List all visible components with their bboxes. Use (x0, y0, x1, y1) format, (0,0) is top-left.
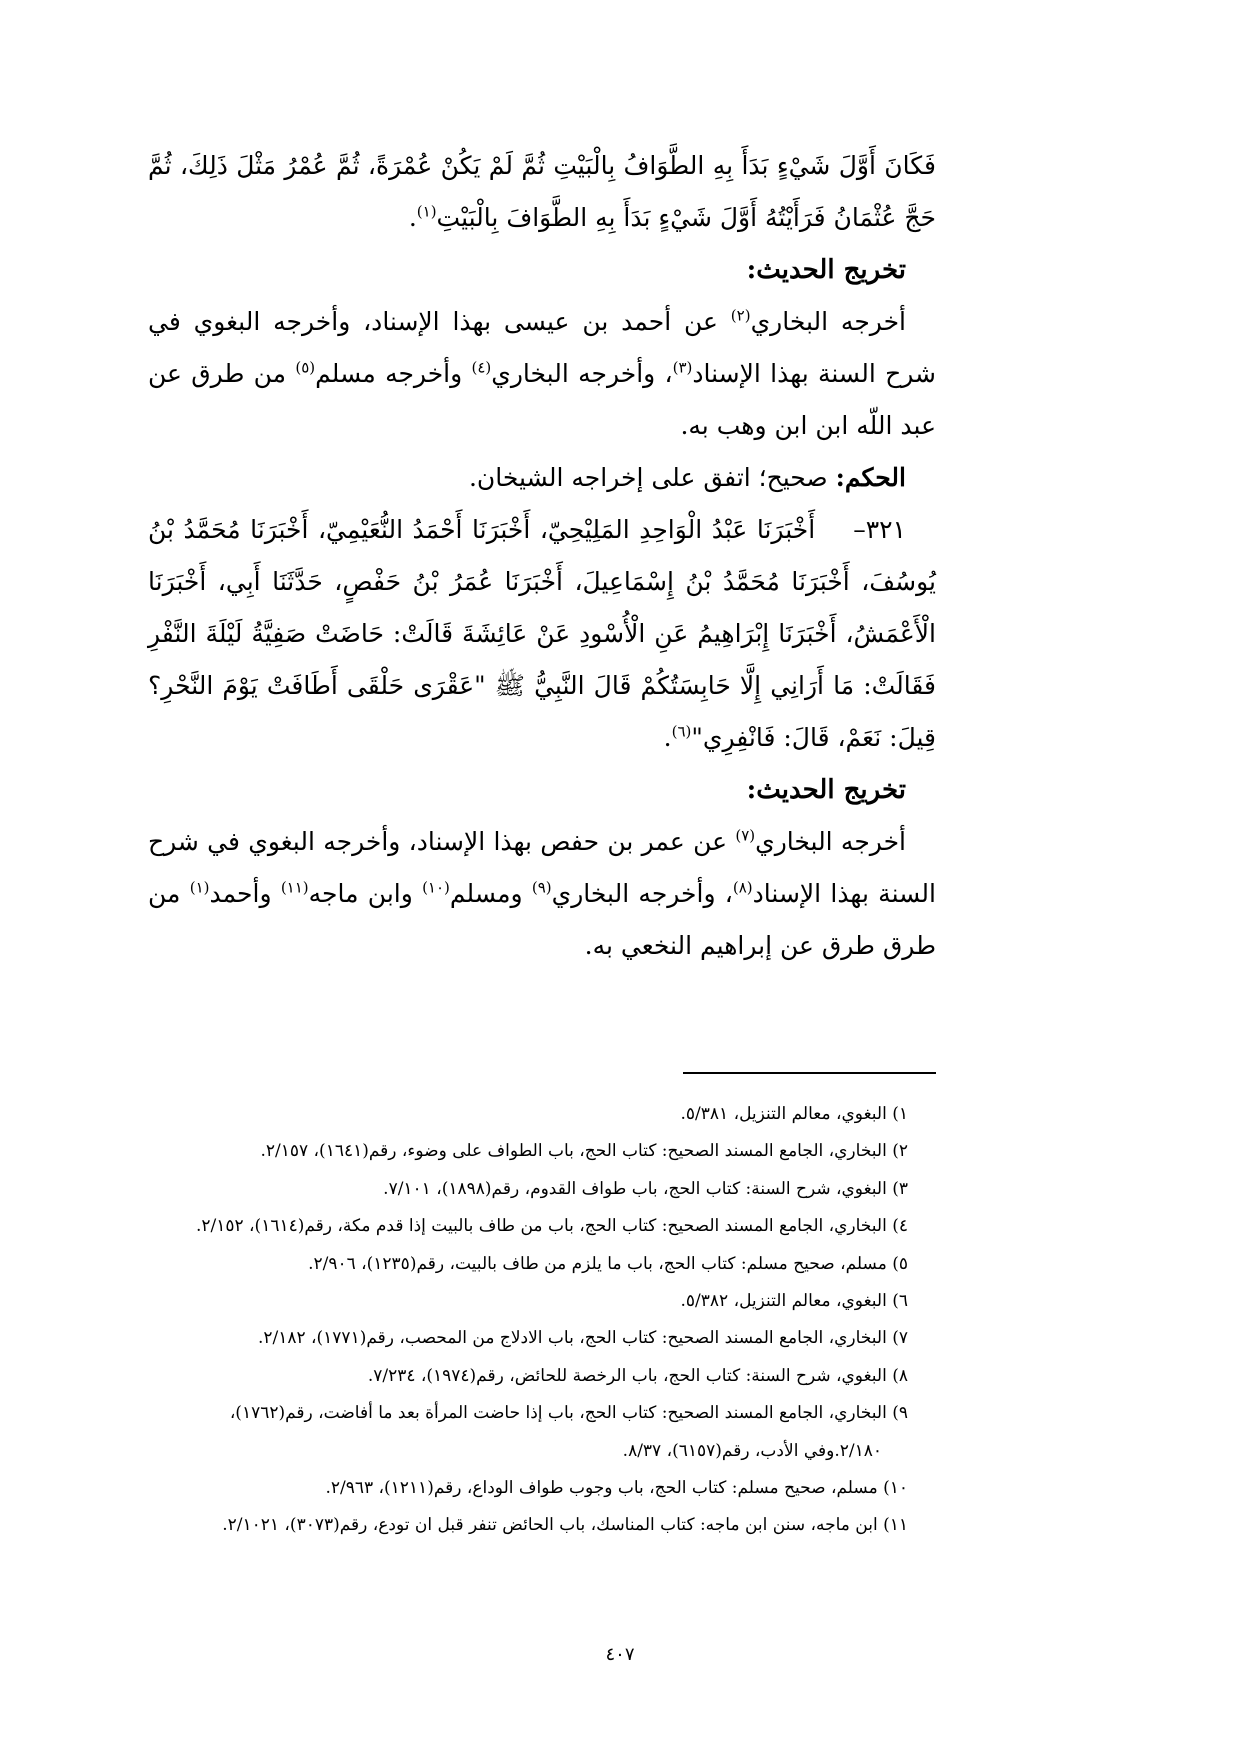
footnote-ref-8[interactable]: (٨) (732, 878, 753, 897)
takhrij-paragraph-2: أخرجه البخاري$^{(٧)}$ عن عمر بن حفص بهذا الإسناد، وأخرجه البغوي في شرح السنة بهذا الإسناد$^{(٨)}$، وأخرجه البخاري$^{(٩)}$ ومسلم$^{(١٠)}$ وابن ماجه$^{(١١)}$ وأحمد$^{(١)}$ من طرق طرق عن إبراهيم النخعي به. (148, 826, 936, 960)
main-text (148, 140, 936, 972)
page-number: ٤٠٧ (605, 1644, 635, 1665)
footnote-1: ١) البغوي، معالم التنزيل، ٥/٣٨١. (680, 1104, 908, 1124)
hadith-321-text: أَخْبَرَنَا عَبْدُ الْوَاحِدِ المَلِيْحِيّ، أَخْبَرَنَا أَحْمَدُ النُّعَيْمِيّ، أَخْبَرَنَا مُحَمَّدُ بْنُ يُوسُفَ، أَخْبَرَنَا مُحَمَّدُ بْنُ إِسْمَاعِيلَ، أَخْبَرَنَا عُمَرُ بْنُ حَفْصٍ، حَدَّثَنَا أَبِي، أَخْبَرَنَا الْأَعْمَشُ، أَخْبَرَنَا إِبْرَاهِيمُ عَنِ الْأُسْودِ عَنْ عَائِشَةَ قَالَتْ: حَاضَتْ صَفِيَّةُ لَيْلَةَ النَّفْرِ فَقَالَتْ: مَا أَرَانِي إِلَّا حَابِسَتُكُمْ قَالَ النَّبِيُّ ﷺ "عَقْرَى حَلْقَى أَطَافَتْ يَوْمَ النَّحْرِ؟ قِيلَ: نَعَمْ، قَالَ: فَانْفِرِي" (148, 515, 936, 752)
footnote-ref-1[interactable]: (١) (416, 202, 437, 221)
hukm-label: الحكم: (835, 463, 906, 492)
footnote-ref-2[interactable]: (٢) (730, 306, 751, 325)
takhrij-heading-1: تخريج الحديث: (746, 255, 906, 285)
footnote-ref-10[interactable]: (١٠) (422, 878, 450, 897)
footnote-10: ١٠) مسلم، صحيح مسلم: كتاب الحج، باب وجوب طواف الوداع، رقم(١٢١١)، ٢/٩٦٣. (325, 1478, 908, 1499)
takhrij-paragraph-1: أخرجه البخاري$^{(٢)}$ عن أحمد بن عيسى بهذا الإسناد، وأخرجه البغوي في شرح السنة بهذا الإسناد$^{(٣)}$، وأخرجه البخاري$^{(٤)}$ وأخرجه مسلم$^{(٥)}$ من طرق عن عبد اللّه ابن ابن وهب به. (148, 306, 936, 440)
footnote-9-continued: ٢/١٨٠.وفي الأدب، رقم(٦١٥٧)، ٨/٣٧. (622, 1440, 882, 1461)
footnote-8: ٨) البغوي، شرح السنة: كتاب الحج، باب الرخصة للحائض، رقم(١٩٧٤)، ٧/٢٣٤. (367, 1365, 908, 1386)
footnote-divider (683, 1072, 936, 1074)
footnote-ref-5[interactable]: (٥) (295, 358, 316, 377)
footnote-2: ٢) البخاري، الجامع المسند الصحيح: كتاب الحج، باب الطواف على وضوء، رقم(١٦٤١)، ٢/١٥٧. (260, 1141, 908, 1162)
footnote-3: ٣) البغوي، شرح السنة: كتاب الحج، باب طواف القدوم، رقم(١٨٩٨)، ٧/١٠١. (383, 1178, 908, 1199)
footnote-7: ٧) البخاري، الجامع المسند الصحيح: كتاب الحج، باب الادلاج من المحصب، رقم(١٧٧١)، ٢/١٨٢. (257, 1328, 908, 1349)
footnote-4: ٤) البخاري، الجامع المسند الصحيح: كتاب الحج، باب من طاف بالبيت إذا قدم مكة، رقم(١٦١٤)، ٢/١٥٢. (195, 1216, 908, 1237)
footnote-9: ٩) البخاري، الجامع المسند الصحيح: كتاب الحج، باب إذا حاضت المرأة بعد ما أفاضت، رقم(١٧٦٢)، (229, 1403, 908, 1424)
footnote-5: ٥) مسلم، صحيح مسلم: كتاب الحج، باب ما يلزم من طاف بالبيت، رقم(١٢٣٥)، ٢/٩٠٦. (308, 1253, 908, 1274)
hadith-320-ending: فَكَانَ أَوَّلَ شَيْءٍ بَدَأَ بِهِ الطَّوَافُ بِالْبَيْتِ ثُمَّ لَمْ يَكُنْ عُمْرَةً، ثُمَّ عُمْرُ مَثْلَ ذَلِكَ، ثُمَّ حَجَّ عُثْمَانُ فَرَأَيْتُهُ أَوَّلَ شَيْءٍ بَدَأَ بِهِ الطَّوَافَ بِالْبَيْتِ$^{(١)}$. (148, 151, 936, 232)
footnote-ref-7[interactable]: (٧) (735, 826, 756, 845)
hadith-321: ٣٢١– أَخْبَرَنَا عَبْدُ الْوَاحِدِ المَلِيْحِيّ، أَخْبَرَنَا أَحْمَدُ النُّعَيْمِيّ، أَخْبَرَنَا مُحَمَّدُ بْنُ يُوسُفَ، أَخْبَرَنَا مُحَمَّدُ بْنُ إِسْمَاعِيلَ، أَخْبَرَنَا عُمَرُ بْنُ حَفْصٍ، حَدَّثَنَا أَبِي، أَخْبَرَنَا الْأَعْمَشُ، أَخْبَرَنَا إِبْرَاهِيمُ عَنِ الْأُسْودِ عَنْ عَائِشَةَ قَالَتْ: حَاضَتْ صَفِيَّةُ لَيْلَةَ النَّفْرِ فَقَالَتْ: مَا أَرَانِي إِلَّا حَابِسَتُكُمْ قَالَ النَّبِيُّ ﷺ "عَقْرَى حَلْقَى أَطَافَتْ يَوْمَ النَّحْرِ؟ قِيلَ: نَعَمْ، قَالَ: فَانْفِرِي"$^{(٦)}$. (148, 515, 936, 752)
footnote-ref-4[interactable]: (٤) (471, 358, 492, 377)
hukm-line (148, 452, 936, 504)
footnote-6: ٦) البغوي، معالم التنزيل، ٥/٣٨٢. (680, 1291, 908, 1312)
takhrij-heading-2: تخريج الحديث: (746, 775, 906, 805)
hukm-text: صحيح؛ اتفق على إخراجه الشيخان. (468, 463, 836, 492)
footnote-ref-11[interactable]: (١١) (280, 878, 309, 897)
footnote-11: ١١) ابن ماجه، سنن ابن ماجه: كتاب المناسك، باب الحائض تنفر قبل ان تودع، رقم(٣٠٧٣)، ٢/١٠٢١. (222, 1515, 908, 1536)
hadith-number: ٣٢١– (853, 515, 906, 544)
footnote-ref-3[interactable]: (٣) (672, 358, 693, 377)
footnote-ref-9[interactable]: (٩) (531, 878, 552, 897)
footnotes (148, 1096, 908, 1545)
footnote-ref-6[interactable]: (٦) (671, 722, 692, 741)
footnote-ref-12[interactable]: (١) (189, 878, 210, 897)
